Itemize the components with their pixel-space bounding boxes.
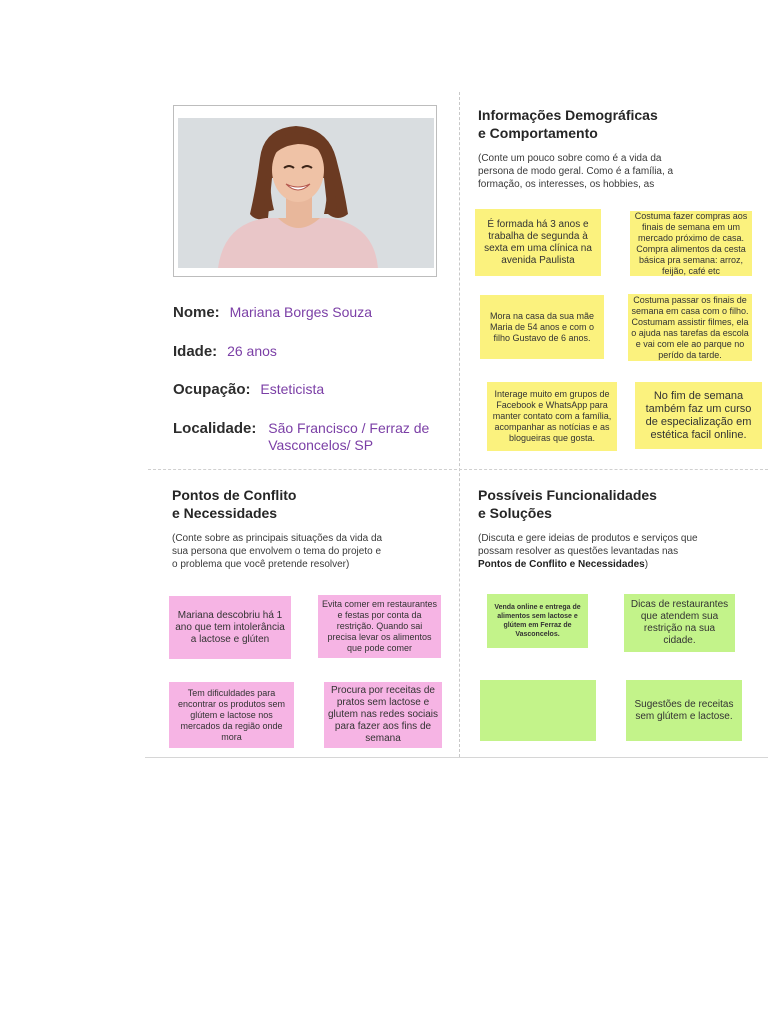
conflicts-desc-line-1: (Conte sobre as principais situações da vida da <box>172 533 383 544</box>
demographics-description <box>478 152 673 191</box>
solutions-title-line-2: e Soluções <box>478 505 552 521</box>
sticky-note: No fim de semana também faz um curso de especialização em estética facil online. <box>635 382 762 449</box>
demographics-desc-line-3: formação, os interesses, os hobbies, as <box>478 179 655 190</box>
sticky-note: Evita comer em restaurantes e festas por conta da restrição. Quando sai precisa levar os alimentos que pode comer <box>318 595 441 658</box>
occupation-label: Ocupação: <box>173 381 251 398</box>
sticky-note: Procura por receitas de pratos sem lactose e glutem nas redes sociais para fazer aos fins de semana <box>324 682 442 748</box>
age-label: Idade: <box>173 343 218 360</box>
conflicts-desc-line-2: sua persona que envolvem o tema do projeto e <box>172 546 382 557</box>
demographics-desc-line-2: persona de modo geral. Como é a família, a <box>478 166 674 177</box>
solutions-desc-line-2: possam resolver as questões levantadas nas <box>478 546 679 557</box>
bottom-rule <box>145 757 768 758</box>
sticky-note: Sugestões de receitas sem glútem e lactose. <box>626 680 742 741</box>
conflicts-title <box>172 486 296 522</box>
demographics-title <box>478 106 658 142</box>
location-label: Localidade: <box>173 420 257 437</box>
sticky-note: Mariana descobriu há 1 ano que tem intolerância a lactose e glúten <box>169 596 291 659</box>
solutions-title <box>478 486 657 522</box>
location-value <box>268 420 429 454</box>
sticky-note: É formada há 3 anos e trabalha de segunda à sexta em uma clínica na avenida Paulista <box>475 209 601 276</box>
solutions-desc-line-3 <box>478 558 698 571</box>
solutions-desc-line-1: (Discuta e gere ideias de produtos e serviços que <box>478 533 698 544</box>
demographics-title-line-1: Informações Demográficas <box>478 107 658 123</box>
name-field <box>173 304 372 321</box>
solutions-desc-end: ) <box>644 559 649 570</box>
vertical-divider <box>459 92 460 757</box>
sticky-note-empty <box>480 680 596 741</box>
persona-photo-illustration <box>178 118 434 268</box>
occupation-field <box>173 381 324 398</box>
conflicts-title-line-1: Pontos de Conflito <box>172 487 297 503</box>
sticky-note: Costuma fazer compras aos finais de semana em um mercado próximo de casa. Compra alimentos da cesta básica pra semana: arroz, feijão, café etc <box>630 211 752 276</box>
demographics-title-line-2: e Comportamento <box>478 125 598 141</box>
conflicts-title-line-2: e Necessidades <box>172 505 278 521</box>
location-line-1: São Francisco / Ferraz de <box>268 420 430 436</box>
location-field <box>173 420 429 454</box>
persona-photo <box>178 118 434 268</box>
solutions-title-line-1: Possíveis Funcionalidades <box>478 487 657 503</box>
sticky-note: Interage muito em grupos de Facebook e WhatsApp para manter contato com a família, acompanhar as notícias e as blogueiras que gosta. <box>487 382 617 451</box>
sticky-note: Tem dificuldades para encontrar os produtos sem glútem e lactose nos mercados da região onde mora <box>169 682 294 748</box>
age-field <box>173 343 277 360</box>
sticky-note: Mora na casa da sua mãe Maria de 54 anos e com o filho Gustavo de 6 anos. <box>480 295 604 359</box>
sticky-note: Dicas de restaurantes que atendem sua restrição na sua cidade. <box>624 594 735 652</box>
sticky-note: Costuma passar os finais de semana em casa com o filho. Costumam assistir filmes, ela o ajuda nas tarefas da escola e vai com ele ao parque no perído da tarde. <box>628 294 752 361</box>
conflicts-description <box>172 532 382 571</box>
age-value: 26 anos <box>227 343 277 359</box>
name-label: Nome: <box>173 304 220 321</box>
horizontal-divider <box>148 469 768 470</box>
name-value: Mariana Borges Souza <box>229 304 372 320</box>
sticky-note: Venda online e entrega de alimentos sem lactose e glútem em Ferraz de Vasconcelos. <box>487 594 588 648</box>
solutions-desc-bold: Pontos de Conflito e Necessidades <box>478 559 645 570</box>
location-line-2: Vasconcelos/ SP <box>268 437 374 453</box>
conflicts-desc-line-3: o problema que você pretende resolver) <box>172 559 350 570</box>
demographics-desc-line-1: (Conte um pouco sobre como é a vida da <box>478 153 662 164</box>
persona-photo-frame <box>173 105 437 277</box>
solutions-description <box>478 532 698 571</box>
occupation-value: Esteticista <box>260 381 325 397</box>
